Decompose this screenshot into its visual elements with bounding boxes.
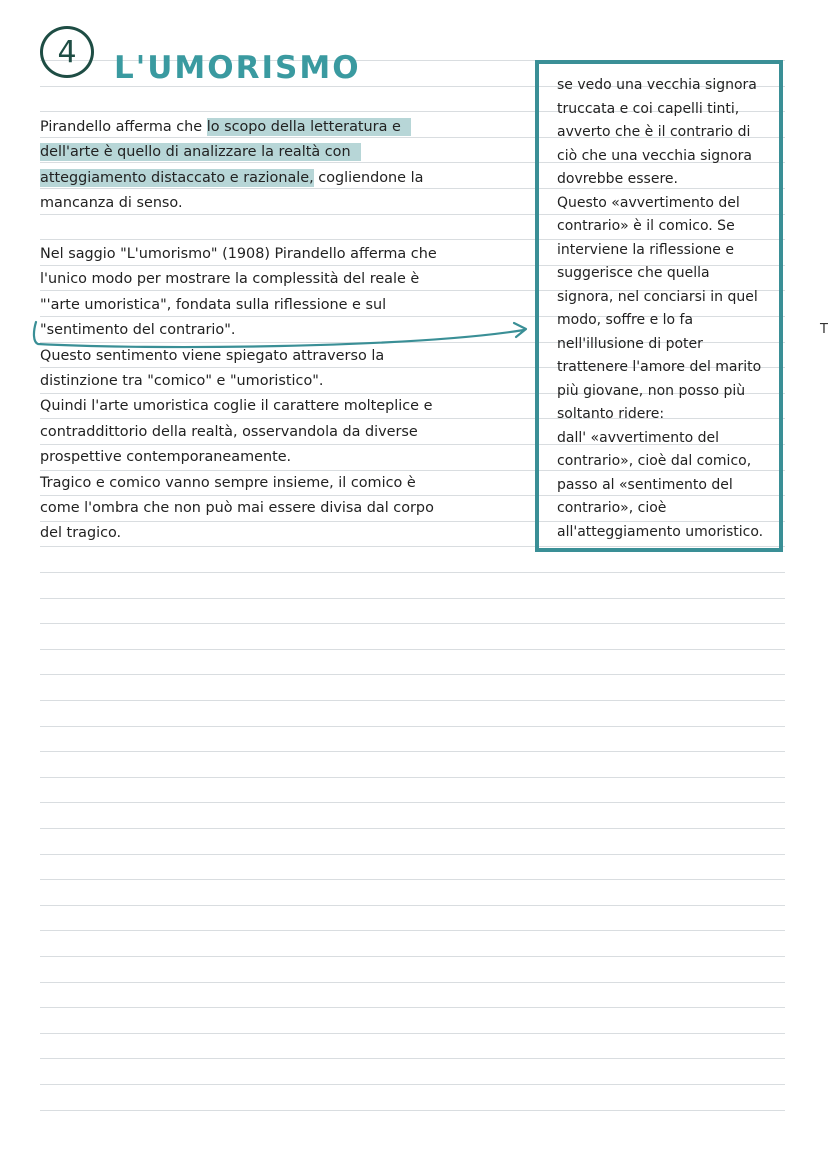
stray-mark: T bbox=[820, 322, 828, 337]
box-line: contrario» è il comico. Se bbox=[557, 218, 735, 234]
text-line: prospettive contemporaneamente. bbox=[40, 449, 292, 466]
text-span: Pirandello afferma che bbox=[40, 119, 207, 135]
rule-line bbox=[40, 905, 785, 906]
section-number-badge bbox=[40, 26, 94, 78]
rule-line bbox=[40, 982, 785, 983]
box-line: signora, nel conciarsi in quel bbox=[557, 288, 758, 305]
rule-line bbox=[40, 1007, 785, 1008]
box-line: più giovane, non posso più bbox=[557, 382, 746, 399]
rule-line bbox=[40, 726, 785, 727]
box-line: modo, soffre e lo fa bbox=[557, 312, 694, 328]
text-line: contraddittorio della realtà, osservandola da diverse bbox=[40, 423, 418, 440]
rule-line bbox=[40, 1033, 785, 1034]
rule-line bbox=[40, 598, 785, 599]
rule-line bbox=[40, 1084, 785, 1085]
paragraph-gap bbox=[40, 217, 520, 242]
box-line: passo al «sentimento del bbox=[557, 476, 733, 493]
arrow-connector bbox=[30, 318, 550, 358]
text-line: come l'ombra che non può mai essere divisa dal corpo bbox=[40, 500, 434, 517]
rule-line bbox=[40, 802, 785, 803]
text-span: cogliendone la bbox=[313, 169, 424, 186]
section-number: 4 bbox=[57, 35, 77, 70]
text-line: "'arte umoristica", fondata sulla riflessione e sul bbox=[40, 296, 387, 313]
box-line: all'atteggiamento umoristico. bbox=[557, 523, 764, 540]
text-line: Tragico e comico vanno sempre insieme, il comico è bbox=[40, 474, 416, 491]
box-line: truccata e coi capelli tinti, bbox=[557, 100, 740, 117]
rule-line bbox=[40, 1110, 785, 1111]
rule-line bbox=[40, 777, 785, 778]
highlight: lo scopo della letteratura e bbox=[207, 118, 411, 136]
highlight: dell'arte è quello di analizzare la realtà con bbox=[40, 143, 361, 161]
rule-line bbox=[40, 572, 785, 573]
rule-line bbox=[40, 930, 785, 931]
example-box-text bbox=[557, 74, 779, 544]
box-line: dall' «avvertimento del bbox=[557, 429, 720, 446]
text-line: Quindi l'arte umoristica coglie il carattere molteplice e bbox=[40, 398, 433, 415]
text-line: del tragico. bbox=[40, 525, 122, 542]
box-line: suggerisce che quella bbox=[557, 265, 710, 281]
text-line bbox=[40, 140, 520, 165]
text-line: distinzione tra "comico" e "umoristico". bbox=[40, 373, 324, 390]
rule-line bbox=[40, 700, 785, 701]
rule-line bbox=[40, 879, 785, 880]
box-line: Questo «avvertimento del bbox=[557, 194, 740, 211]
box-line: interviene la riflessione e bbox=[557, 241, 734, 258]
text-line: l'unico modo per mostrare la complessità del reale è bbox=[40, 271, 420, 288]
rule-line bbox=[40, 854, 785, 855]
rule-line bbox=[40, 1058, 785, 1059]
paragraph-2 bbox=[40, 242, 520, 547]
text-line: mancanza di senso. bbox=[40, 195, 183, 212]
example-box bbox=[535, 60, 783, 552]
highlight: atteggiamento distaccato e razionale, bbox=[40, 169, 314, 186]
box-line: dovrebbe essere. bbox=[557, 171, 678, 187]
section-heading bbox=[38, 26, 438, 86]
box-line: ciò che una vecchia signora bbox=[557, 147, 752, 164]
page-title: L'UMORISMO bbox=[114, 50, 361, 86]
text-line: Questo sentimento viene spiegato attraverso la bbox=[40, 347, 385, 364]
box-line: nell'illusione di poter bbox=[557, 335, 703, 352]
box-line: contrario», cioè bbox=[557, 500, 667, 516]
rule-line bbox=[40, 623, 785, 624]
box-line: contrario», cioè dal comico, bbox=[557, 453, 752, 469]
rule-line bbox=[40, 956, 785, 957]
text-line: Nel saggio "L'umorismo" (1908) Pirandello afferma che bbox=[40, 246, 437, 263]
box-line: trattenere l'amore del marito bbox=[557, 359, 762, 375]
box-line: soltanto ridere: bbox=[557, 406, 665, 422]
rule-line bbox=[40, 674, 785, 675]
text-line bbox=[40, 115, 520, 140]
text-line: "sentimento del contrario". bbox=[40, 322, 236, 339]
rule-line bbox=[40, 649, 785, 650]
rule-line bbox=[40, 751, 785, 752]
rule-line bbox=[40, 828, 785, 829]
box-line: avverto che è il contrario di bbox=[557, 124, 751, 140]
box-line: se vedo una vecchia signora bbox=[557, 77, 757, 93]
text-line bbox=[40, 166, 520, 191]
